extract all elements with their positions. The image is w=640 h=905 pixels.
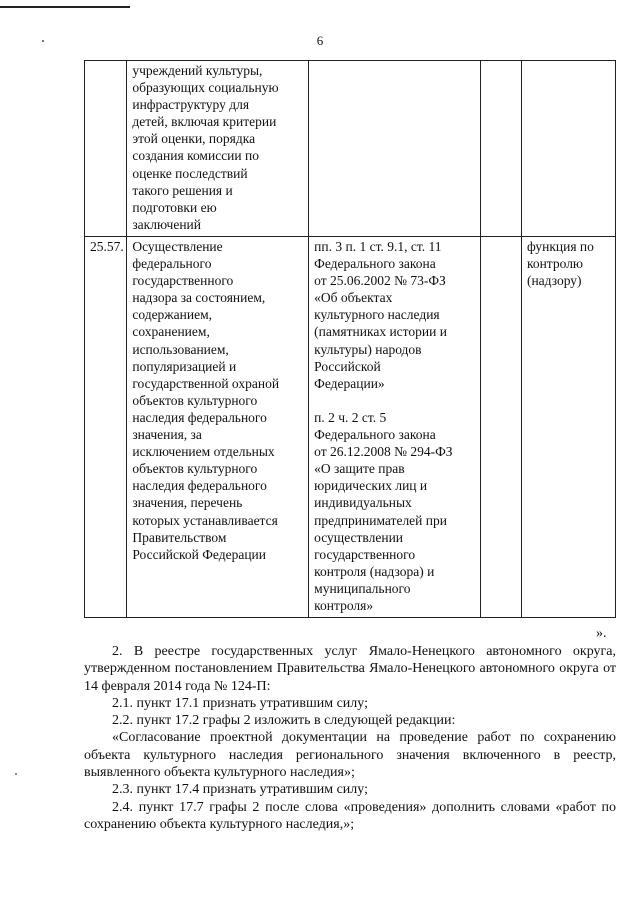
item-2-2: 2.2. пункт 17.2 графы 2 изложить в следующей редакции: [112, 713, 456, 729]
item-2-4: 2.4. пункт 17.7 графы 2 после слова «проведения» дополнить словами «работ по сохранению объекта культурного наследия,»; [84, 799, 616, 832]
legal-basis-cell: пп. 3 п. 1 ст. 9.1, ст. 11 Федерального закона от 25.06.2002 № 73-ФЗ «Об объектах культурного наследия (памятниках истории и культуры) народов Российской Федерации» п. 2 ч. 2 ст. 5 Федерального закона от 26.12.2008 № 294-ФЗ «О защите прав юридических лиц и индивидуальных предпринимателей при осуществлении государственного контроля (надзора) и муниципального контроля» [309, 237, 480, 618]
document-body [84, 643, 616, 833]
item-2-3: 2.3. пункт 17.4 признать утратившим силу; [112, 782, 368, 798]
page-number: 6 [316, 33, 324, 48]
item-2-1: 2.1. пункт 17.1 признать утратившим силу; [112, 695, 368, 711]
empty-cell [480, 237, 521, 618]
scan-speck [15, 773, 17, 775]
closing-quote: ». [596, 626, 607, 641]
table-row [85, 237, 616, 618]
paragraph-2: 2. В реестре государственных услуг Ямало-Ненецкого автономного округа, утвержденном постановлением Правительства Ямало-Ненецкого автономного округа от 14 февраля 2014 года № 124-П: [84, 644, 616, 694]
row-number-cell: 25.57. [85, 237, 127, 618]
top-rule [0, 6, 130, 8]
function-name-cell: Осуществление федерального государственного надзора за состоянием, содержанием, сохранением, использованием, популяризацией и государственной охраной объектов культурного наследия федерального значения, за исключением отдельных объектов культурного наследия федерального значения, перечень которых устанавливается Правительством Российской Федерации [127, 237, 309, 618]
functions-table [84, 60, 616, 618]
table-row [85, 61, 616, 237]
quoted-text: «Согласование проектной документации на проведение работ по сохранению объекта культурного наследия регионального значения включенного в реестр, выявленного объекта культурного наследия»; [84, 730, 616, 781]
function-name-cell: учреждений культуры, образующих социальную инфраструктуру для детей, включая критерии этой оценки, порядка создания комиссии по оценке последствий такого решения и подготовки ею заключений [127, 61, 309, 237]
function-type-cell: функция по контролю (надзору) [521, 237, 615, 618]
empty-cell [480, 61, 521, 237]
function-type-cell [521, 61, 615, 237]
legal-basis-cell [309, 61, 480, 237]
row-number-cell [85, 61, 127, 237]
